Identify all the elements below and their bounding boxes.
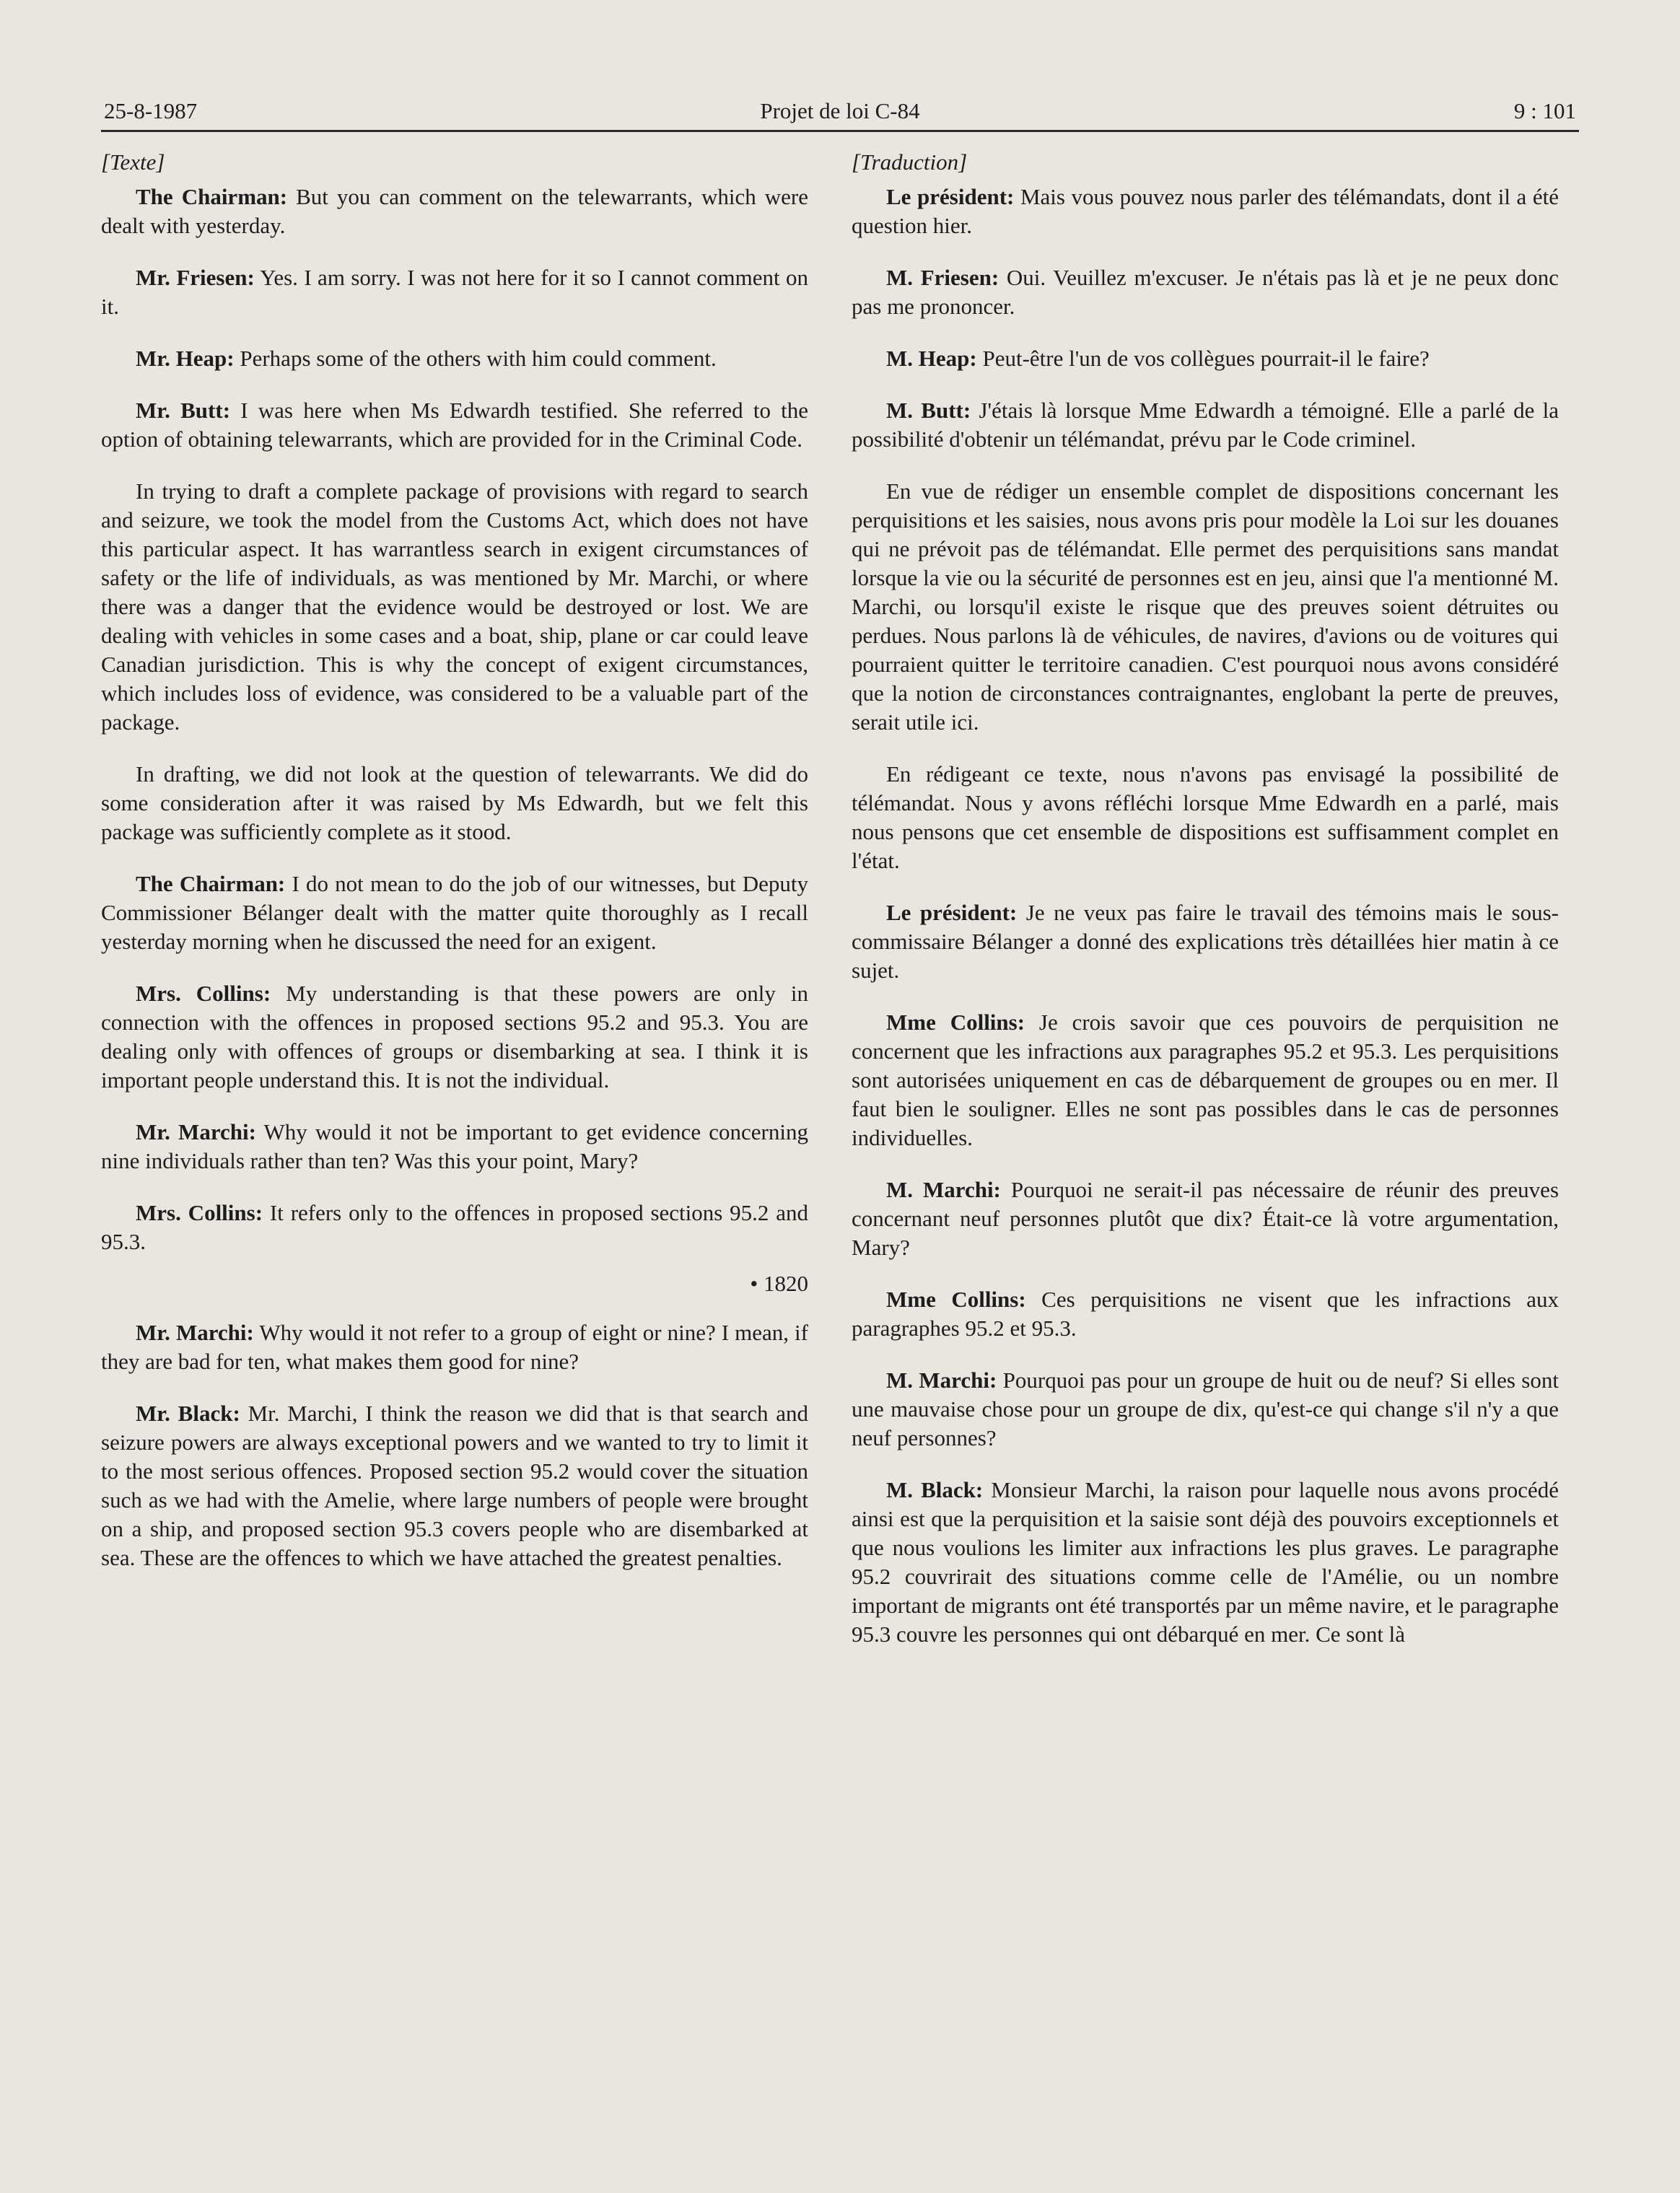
transcript-paragraph [101, 477, 808, 737]
header-page-number: 9 : 101 [1513, 98, 1576, 123]
transcript-paragraph [852, 1285, 1559, 1343]
speech-text: Why would it not be important to get evidence concerning nine individuals rather than ten? Was this your point, Mary? [101, 1119, 808, 1173]
transcript-paragraph [101, 396, 808, 454]
speech-text: In drafting, we did not look at the question of telewarrants. We did do some consideration after it was raised by Ms Edwardh, but we felt this package was sufficiently complete as it stood. [101, 761, 808, 844]
speech-text: Yes. I am sorry. I was not here for it so I cannot comment on it. [101, 265, 808, 319]
page-header [101, 92, 1579, 132]
transcript-paragraph [101, 263, 808, 321]
speaker-name: Le président: [886, 900, 1018, 925]
speech-text: I was here when Ms Edwardh testified. She referred to the option of obtaining telewarrants, which are provided for in the Criminal Code. [101, 398, 809, 452]
english-column [101, 148, 808, 1595]
speech-text: Pourquoi ne serait-il pas nécessaire de réunir des preuves concernant neuf personnes plutôt que dix? Était-ce là votre argumentation, Mary? [852, 1177, 1559, 1260]
speech-text: Ces perquisitions ne visent que les infractions aux paragraphes 95.2 et 95.3. [852, 1287, 1559, 1341]
speaker-name: M. Marchi: [886, 1367, 997, 1393]
speech-text: Oui. Veuillez m'excuser. Je n'étais pas là et je ne peux donc pas me prononcer. [852, 265, 1559, 319]
transcript-paragraph [852, 263, 1559, 321]
speaker-name: Le président: [886, 184, 1015, 209]
header-title: Projet de loi C-84 [760, 98, 920, 123]
speech-text: Monsieur Marchi, la raison pour laquelle nous avons procédé ainsi est que la perquisition et la saisie sont déjà des pouvoirs exceptionnels et que nous voulions les limiter aux infractions les plus graves. Le paragraphe 95.2 couvrirait des situations comme celle de l'Amélie, ou un nombre important de migrants ont été transportés par un même navire, et le paragraphe 95.3 couvre les personnes qui ont débarqué en mer. Ce sont là [852, 1477, 1559, 1647]
speech-text: I do not mean to do the job of our witnesses, but Deputy Commissioner Bélanger dealt with the matter quite thoroughly as I recall yesterday morning when he discussed the need for an exigent. [101, 871, 809, 954]
transcript-paragraph [101, 1118, 808, 1176]
speech-text: Pourquoi pas pour un groupe de huit ou de neuf? Si elles sont une mauvaise chose pour un groupe de dix, qu'est-ce qui change s'il n'y a que neuf personnes? [852, 1367, 1559, 1450]
transcript-paragraph [101, 1399, 808, 1572]
transcript-paragraph [101, 1199, 808, 1256]
speech-text: Mr. Marchi, I think the reason we did that is that search and seizure powers are always exceptional powers and we wanted to try to limit it to the most serious offences. Proposed section 95.2 would cover the situation such as we had with the Amelie, where large numbers of people were brought on a ship, and proposed section 95.3 covers people who are disembarked at sea. These are the offences to which we have attached the greatest penalties. [101, 1401, 808, 1570]
transcript-paragraph [852, 1476, 1559, 1649]
transcript-paragraph [852, 1366, 1559, 1453]
speaker-name: M. Heap: [886, 346, 977, 371]
speaker-name: Mme Collins: [886, 1010, 1025, 1035]
header-date: 25-8-1987 [104, 98, 198, 123]
speaker-name: M. Friesen: [886, 265, 999, 290]
transcript-paragraph [101, 183, 808, 240]
transcript-paragraph [852, 898, 1559, 985]
transcript-paragraph [101, 870, 808, 956]
speech-text: Mais vous pouvez nous parler des télémandats, dont il a été question hier. [852, 184, 1559, 238]
speaker-name: Mme Collins: [886, 1287, 1026, 1312]
transcript-paragraph [101, 760, 808, 846]
speaker-name: Mr. Heap: [136, 346, 235, 371]
transcript-paragraph [852, 344, 1559, 373]
speech-text: It refers only to the offences in proposed sections 95.2 and 95.3. [101, 1200, 809, 1254]
transcript-paragraph [852, 396, 1559, 454]
speaker-name: Mr. Black: [136, 1401, 240, 1426]
transcript-paragraph [101, 979, 808, 1095]
transcript-paragraph [852, 183, 1559, 240]
speaker-name: Mrs. Collins: [136, 1200, 263, 1225]
speaker-name: M. Marchi: [886, 1177, 1001, 1202]
speech-text: In trying to draft a complete package of provisions with regard to search and seizure, we took the model from the Customs Act, which does not have this particular aspect. It has warrantless search in exigent circumstances of safety or the life of individuals, as was mentioned by Mr. Marchi, or where there was a danger that the evidence would be destroyed or lost. We are dealing with vehicles in some cases and a boat, ship, plane or car could leave Canadian jurisdiction. This is why the concept of exigent circumstances, which includes loss of evidence, was considered to be a valuable part of the package. [101, 478, 808, 735]
speaker-name: M. Black: [886, 1477, 984, 1502]
speech-text: J'étais là lorsque Mme Edwardh a témoigné. Elle a parlé de la possibilité d'obtenir un télémandat, prévu par le Code criminel. [852, 398, 1559, 452]
speech-text: Je crois savoir que ces pouvoirs de perquisition ne concernent que les infractions aux paragraphes 95.2 et 95.3. Les perquisitions sont autorisées uniquement en cas de débarquement de groupes ou en mer. Il faut bien le souligner. Elles ne sont pas possibles dans le cas de personnes individuelles. [852, 1010, 1559, 1150]
section-label: [Texte] [101, 149, 165, 175]
transcript-paragraph [101, 344, 808, 373]
speech-text: En rédigeant ce texte, nous n'avons pas envisagé la possibilité de télémandat. Nous y avons réfléchi lorsque Mme Edwardh en a parlé, mais nous pensons que cet ensemble de dispositions est suffisamment complet en l'état. [852, 761, 1559, 873]
transcript-paragraph [852, 760, 1559, 875]
speaker-name: Mr. Butt: [136, 398, 231, 423]
speech-text: Why would it not refer to a group of eight or nine? I mean, if they are bad for ten, what makes them good for nine? [101, 1320, 808, 1374]
speech-text: But you can comment on the telewarrants, which were dealt with yesterday. [101, 184, 809, 238]
speaker-name: Mrs. Collins: [136, 981, 271, 1006]
transcript-paragraph [101, 1318, 808, 1376]
section-label: [Traduction] [852, 149, 968, 175]
speech-text: En vue de rédiger un ensemble complet de dispositions concernant les perquisitions et les saisies, nous avons pris pour modèle la Loi sur les douanes qui ne prévoit pas de télémandat. Elle permet des perquisitions sans mandat lorsque la vie ou la sécurité de personnes est en jeu, ainsi que l'a mentionné M. Marchi, ou lorsqu'il existe le risque que des preuves soient détruites ou perdues. Nous parlons là de véhicules, de navires, d'avions ou de voitures qui pourraient quitter le territoire canadien. C'est pourquoi nous avons considéré que la notion de circonstances contraignantes, englobant la perte de preuves, serait utile ici. [852, 478, 1559, 735]
speech-text: Je ne veux pas faire le travail des témoins mais le sous-commissaire Bélanger a donné des explications très détaillées hier matin à ce sujet. [852, 900, 1559, 983]
speaker-name: The Chairman: [136, 184, 288, 209]
transcript-paragraph [852, 1008, 1559, 1152]
speech-text: Perhaps some of the others with him could comment. [240, 346, 717, 371]
speaker-name: Mr. Friesen: [136, 265, 255, 290]
speaker-name: Mr. Marchi: [136, 1119, 256, 1144]
transcript-paragraph [852, 477, 1559, 737]
timestamp: • 1820 [750, 1271, 808, 1296]
french-column [852, 148, 1559, 1672]
speaker-name: Mr. Marchi: [136, 1320, 254, 1345]
speaker-name: M. Butt: [886, 398, 971, 423]
transcript-paragraph [852, 1176, 1559, 1262]
speech-text: Peut-être l'un de vos collègues pourrait-il le faire? [982, 346, 1430, 371]
speaker-name: The Chairman: [136, 871, 286, 896]
speech-text: My understanding is that these powers are only in connection with the offences in proposed sections 95.2 and 95.3. You are dealing only with offences of groups or disembarking at sea. I think it is important people understand this. It is not the individual. [101, 981, 809, 1093]
